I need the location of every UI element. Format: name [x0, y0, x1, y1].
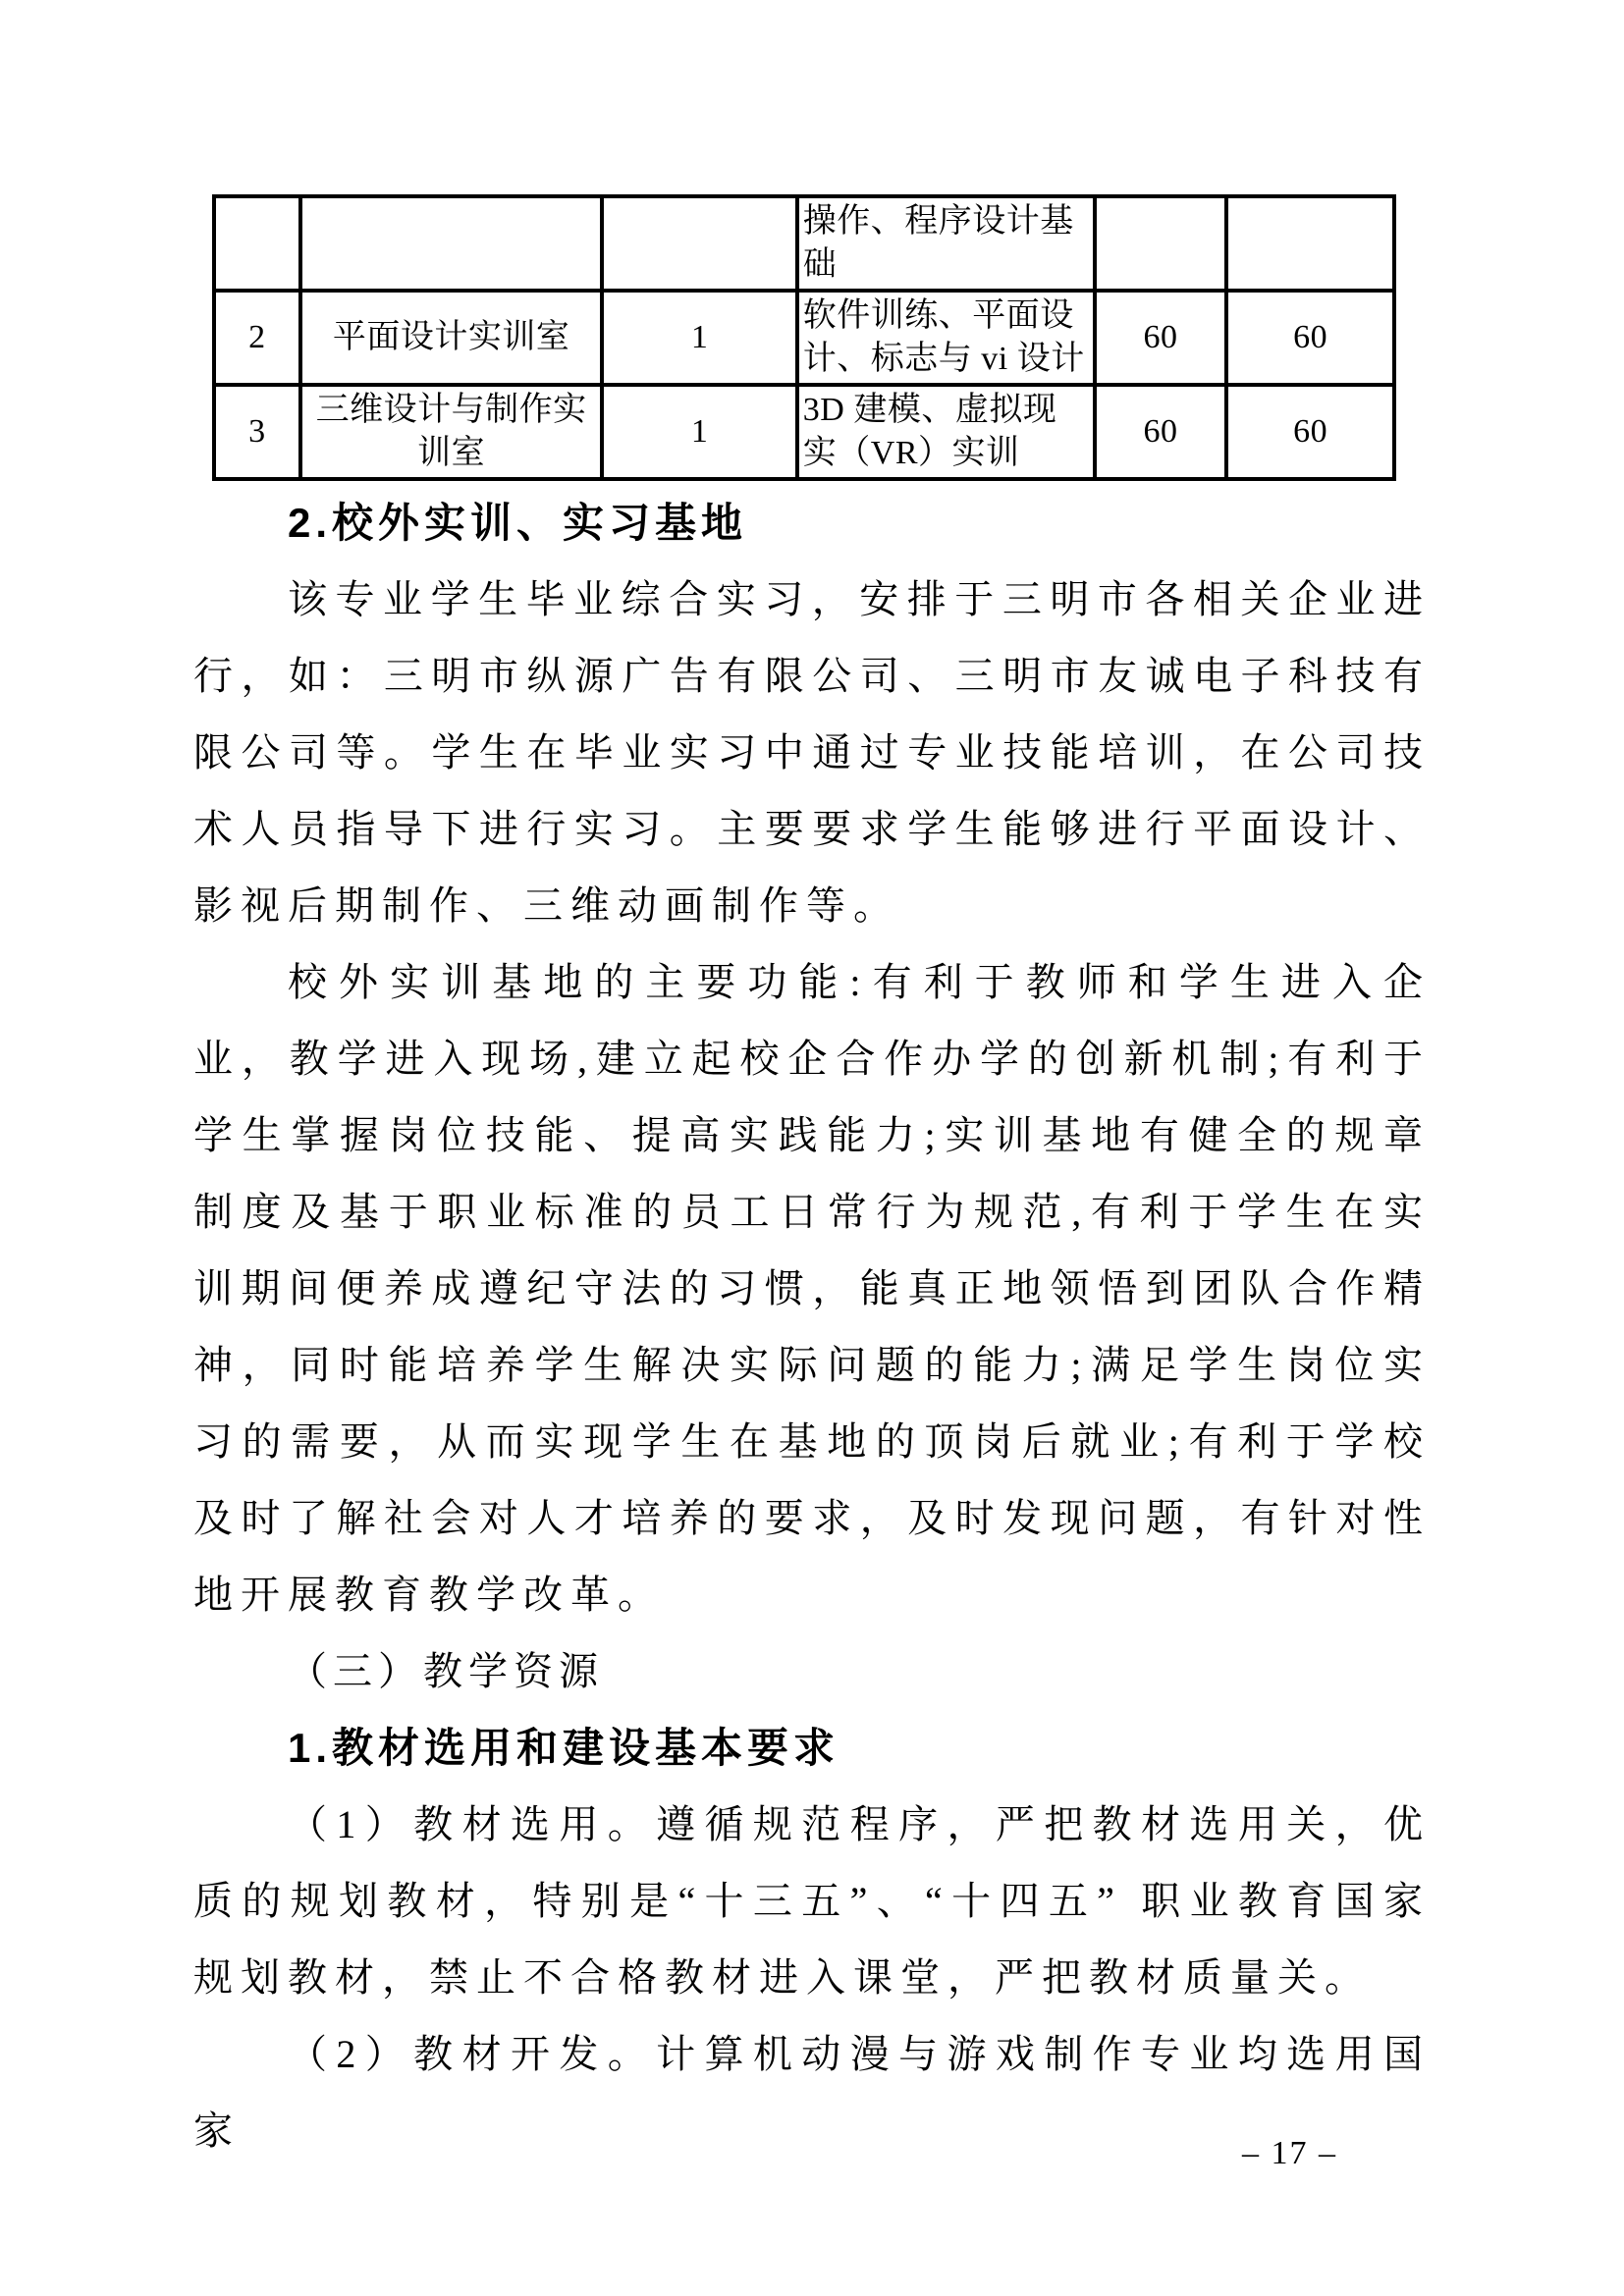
table-cell-capacity-stations: 60	[1226, 385, 1394, 479]
table-cell-function: 操作、程序设计基础	[797, 196, 1095, 291]
table-cell-capacity-stations: 60	[1226, 291, 1394, 385]
table-cell-room-name	[300, 196, 603, 291]
table-row	[214, 385, 1394, 479]
table-cell-function: 3D 建模、虚拟现实（VR）实训	[797, 385, 1095, 479]
table-row	[214, 291, 1394, 385]
paragraph-base-functions: 校外实训基地的主要功能:有利于教师和学生进入企业，教学进入现场,建立起校企合作办学的创新机制;有利于学生掌握岗位技能、提高实践能力;实训基地有健全的规章制度及基于职业标准的员工日常行为规范,有利于学生在实训期间便养成遵纪守法的习惯，能真正地领悟到团队合作精神，同时能培养学生解决实际问题的能力;满足学生岗位实习的需要，从而实现学生在基地的顶岗后就业;有利于学校及时了解社会对人才培养的要求，及时发现问题，有针对性地开展教育教学改革。	[193, 960, 1431, 1617]
table-cell-room-name: 平面设计实训室	[300, 291, 603, 385]
table-cell-capacity-stations	[1226, 196, 1394, 291]
section-heading-external-training-base: 2.校外实训、实习基地	[288, 500, 748, 546]
table-cell-seq: 2	[214, 291, 300, 385]
table-row	[214, 196, 1394, 291]
training-room-table	[212, 194, 1396, 481]
paragraph-textbook-selection: （1）教材选用。遵循规范程序，严把教材选用关，优质的规划教材，特别是“十三五”、“十四五” 职业教育国家规划教材，禁止不合格教材进入课堂，严把教材质量关。	[193, 1802, 1431, 2000]
table-cell-capacity-seats: 60	[1095, 385, 1227, 479]
table-cell-capacity-seats: 60	[1095, 291, 1227, 385]
document-body	[193, 485, 1431, 2169]
table-cell-count: 1	[602, 291, 796, 385]
section-heading-textbook-requirements: 1.教材选用和建设基本要求	[288, 1725, 840, 1771]
table-cell-seq: 3	[214, 385, 300, 479]
page-number: – 17 –	[1242, 2135, 1337, 2171]
table-cell-function: 软件训练、平面设计、标志与 vi 设计	[797, 291, 1095, 385]
table-cell-room-name: 三维设计与制作实训室	[300, 385, 603, 479]
table-cell-seq	[214, 196, 300, 291]
table-cell-count: 1	[602, 385, 796, 479]
section-heading-teaching-resources: （三）教学资源	[288, 1649, 604, 1693]
table-cell-count	[602, 196, 796, 291]
paragraph-graduation-internship: 该专业学生毕业综合实习，安排于三明市各相关企业进行，如：三明市纵源广告有限公司、三明市友诚电子科技有限公司等。学生在毕业实习中通过专业技能培训，在公司技术人员指导下进行实习。主要要求学生能够进行平面设计、影视后期制作、三维动画制作等。	[193, 577, 1431, 928]
table-cell-capacity-seats	[1095, 196, 1227, 291]
paragraph-textbook-development: （2）教材开发。计算机动漫与游戏制作专业均选用国家	[193, 2032, 1431, 2153]
